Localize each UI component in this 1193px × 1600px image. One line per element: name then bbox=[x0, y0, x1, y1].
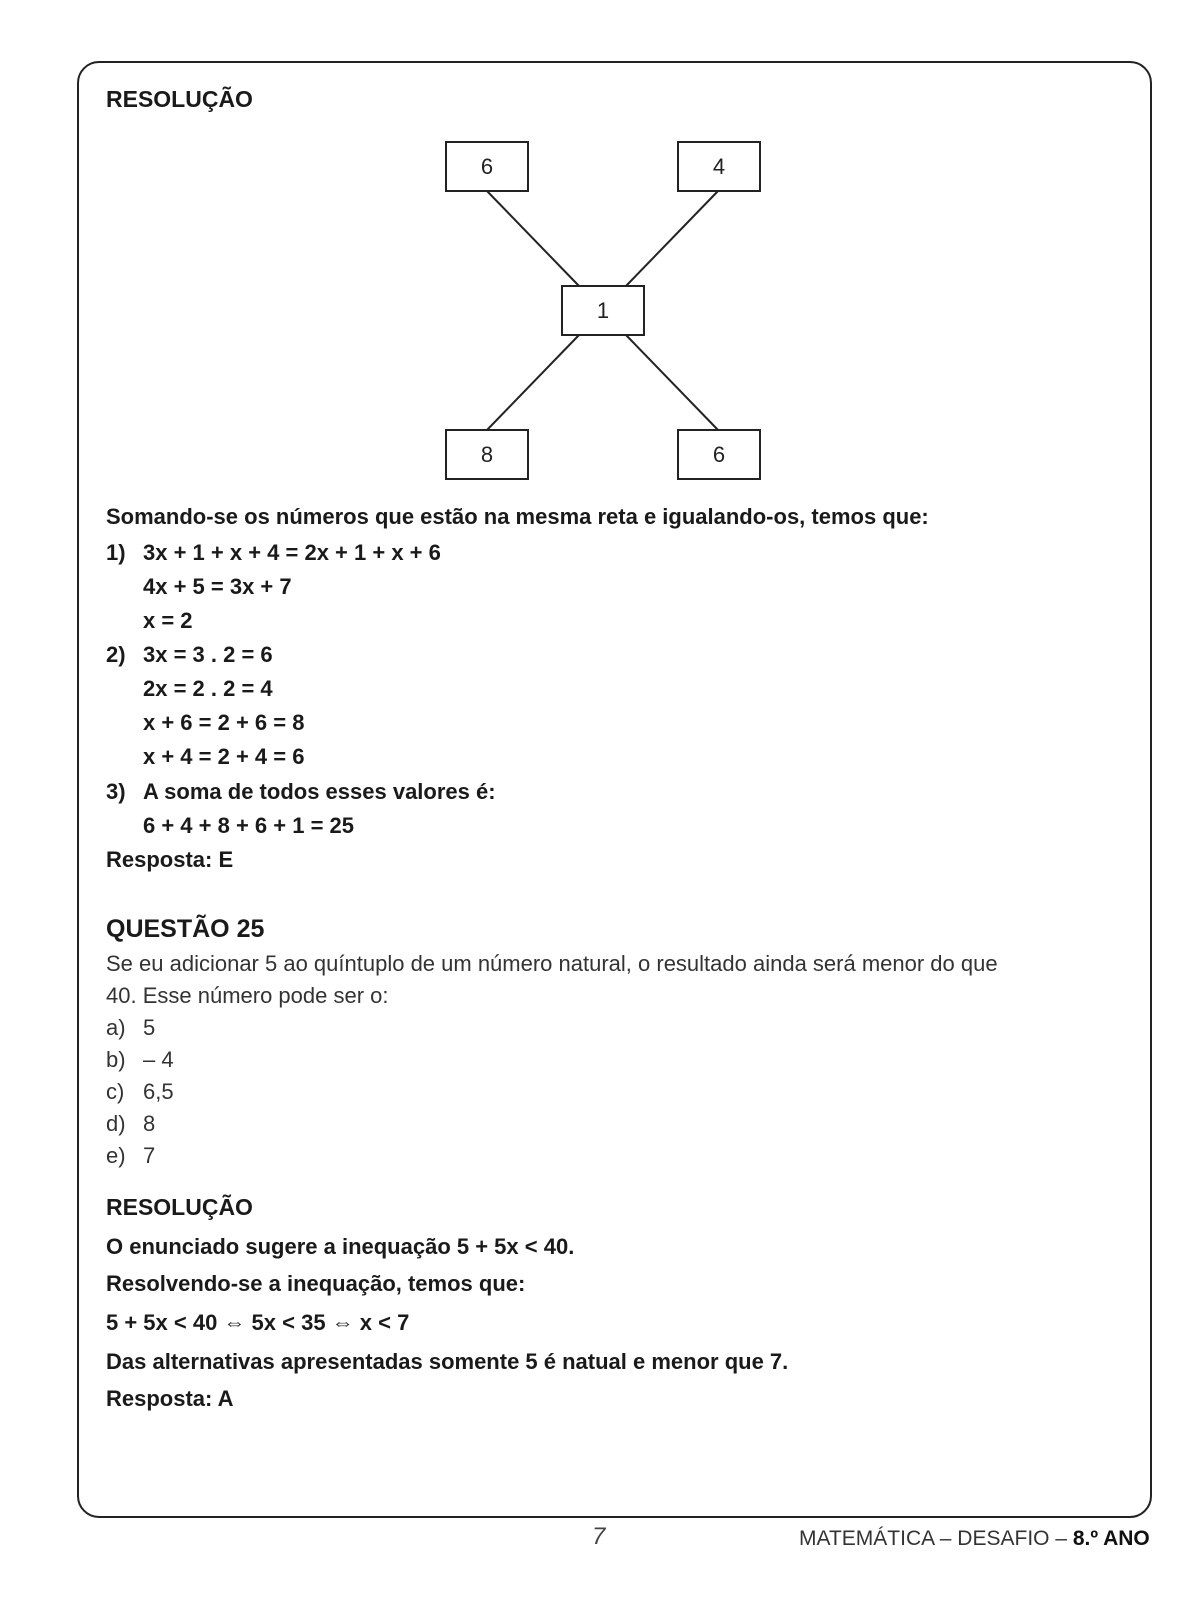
option-letter: c) bbox=[106, 1079, 125, 1104]
box-center-value: 1 bbox=[596, 298, 610, 323]
option-letter: d) bbox=[106, 1111, 126, 1136]
question-text-line1: Se eu adicionar 5 ao quíntuplo de um número natural, o resultado ainda será menor do que bbox=[106, 951, 998, 976]
box-bottom-left-value: 8 bbox=[480, 442, 494, 467]
step-line: 3x = 3 . 2 = 6 bbox=[143, 642, 273, 667]
option-value: 6,5 bbox=[143, 1079, 174, 1104]
step-line: 2x = 2 . 2 = 4 bbox=[143, 676, 273, 701]
page-number: 7 bbox=[592, 1523, 606, 1550]
footer-grade: 8.º ANO bbox=[1072, 1527, 1150, 1550]
resolution-heading: RESOLUÇÃO bbox=[106, 86, 253, 112]
answer-second: Resposta: A bbox=[106, 1386, 234, 1411]
option-letter: e) bbox=[106, 1143, 126, 1168]
options-list bbox=[106, 1015, 406, 1185]
step-line: x + 4 = 2 + 4 = 6 bbox=[143, 744, 305, 769]
step-line: 4x + 5 = 3x + 7 bbox=[143, 574, 292, 599]
question-text-line2: 40. Esse número pode ser o: bbox=[106, 983, 389, 1008]
option-value: – 4 bbox=[143, 1047, 174, 1072]
footer-label bbox=[799, 1527, 1150, 1551]
step-number: 1) bbox=[106, 540, 126, 565]
resolution-line: 5 + 5x < 40 ⇔ 5x < 35 ⇔ x < 7 bbox=[106, 1310, 410, 1335]
resolution-line: Resolvendo-se a inequação, temos que: bbox=[106, 1271, 526, 1296]
x-diagram bbox=[0, 0, 1193, 500]
diagram-line-bottom-left bbox=[487, 335, 579, 430]
diagram-line-bottom-right bbox=[626, 335, 718, 430]
resolution-line: Das alternativas apresentadas somente 5 é natual e menor que 7. bbox=[106, 1349, 789, 1374]
step-line: x = 2 bbox=[143, 608, 193, 633]
step-number: 3) bbox=[106, 779, 126, 804]
option-value: 7 bbox=[143, 1143, 156, 1168]
box-top-left-value: 6 bbox=[480, 154, 494, 179]
diagram-line-top-right bbox=[626, 191, 718, 286]
step-number: 2) bbox=[106, 642, 126, 667]
step-line: x + 6 = 2 + 6 = 8 bbox=[143, 710, 305, 735]
step-line: 3x + 1 + x + 4 = 2x + 1 + x + 6 bbox=[143, 540, 441, 565]
step-line: 6 + 4 + 8 + 6 + 1 = 25 bbox=[143, 813, 355, 838]
option-value: 5 bbox=[143, 1015, 156, 1040]
steps-block bbox=[106, 540, 1006, 840]
box-top-right-value: 4 bbox=[712, 154, 726, 179]
diagram-line-top-left bbox=[487, 191, 579, 286]
footer-subject: MATEMÁTICA – DESAFIO – bbox=[799, 1527, 1073, 1550]
step-line: A soma de todos esses valores é: bbox=[143, 779, 496, 804]
option-value: 8 bbox=[143, 1111, 156, 1136]
option-letter: a) bbox=[106, 1015, 126, 1040]
question-title: QUESTÃO 25 bbox=[106, 915, 265, 943]
resolution-line: O enunciado sugere a inequação 5 + 5x < 40. bbox=[106, 1234, 575, 1259]
option-letter: b) bbox=[106, 1047, 126, 1072]
answer-first: Resposta: E bbox=[106, 847, 234, 872]
intro-sentence: Somando-se os números que estão na mesma reta e igualando-os, temos que: bbox=[106, 504, 929, 529]
resolution-heading-2: RESOLUÇÃO bbox=[106, 1194, 253, 1220]
box-bottom-right-value: 6 bbox=[712, 442, 726, 467]
